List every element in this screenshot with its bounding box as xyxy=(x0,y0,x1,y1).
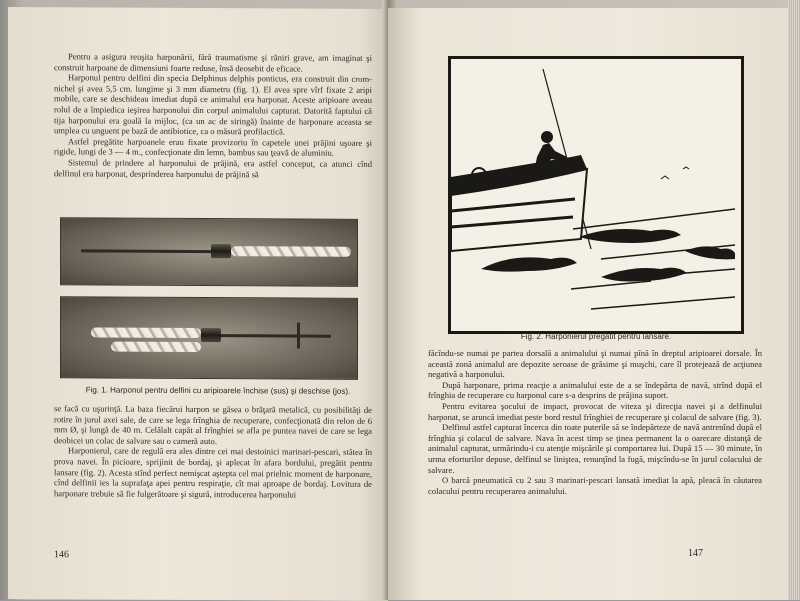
page-edges xyxy=(788,0,800,600)
figure-2-illustration xyxy=(448,56,744,334)
left-page-bottom-text xyxy=(54,403,372,500)
harpoon-shaft xyxy=(81,249,211,253)
harpoon-ferrule xyxy=(201,328,221,342)
left-page xyxy=(8,7,388,601)
harpoon-wing xyxy=(297,323,300,349)
page-number-left: 146 xyxy=(54,549,69,561)
paragraph: Harponul pentru delfini din specia Delphinus delphis ponticus, era construit din crom-nichel şi avea 5,5 cm. lungime şi 3 mm diametru (fig. 1). El avea spre vîrf fixate 2 aripi mobile, care se deschideau imediat după ce animalul era harponat. Aceste aripioare aveau rolul de a împiedica ieşirea harponului din corpul animalului capturat. Datorită faptului că tija harponului era goală la mijloc, (ca un ac de siringă) înainte de harponare aceasta se umplea cu unguent pe bază de antibiotice, ca o măsură profilactică. xyxy=(54,72,372,137)
paragraph: se facă cu uşurinţă. La baza fiecărui harpon se găsea o brăţară metalică, cu posibilităţi de rotire în jurul axei sale, de care se lega frînghia de recuperare, confecţionată din relon de 6 mm Ø, şi lungă de 40 m. Celălalt capăt al frînghiei se afla pe puntea navei de care se lega deobicei un colac de salvare sau o cameră auto. xyxy=(54,403,372,446)
paragraph: Pentru a asigura reuşita harponării, fără traumatisme şi răniri grave, am imaginat şi construit harpoane de dimensiuni foarte reduse, însă deosebit de eficace. xyxy=(54,51,372,74)
paragraph: Astfel pregătite harpoanele erau fixate provizoriu în capetele unei prăjini uşoare şi rigide, lungi de 3 — 4 m., confecţionate din lemn, bambus sau ţeavă de aluminiu. xyxy=(54,136,372,159)
paragraph: Harponierul, care de regulă era ales dintre cei mai destoinici marinari-pescari, stătea în prova navei. În picioare, sprijinit de bordaj, şi aplecat în afara bordului, pregătit pentru lansare (fig. 2). Acesta stînd perfect nemişcat aştepta cel mai prielnic moment de harponare, cînd delfinii ies la suprafaţa apei pentru respiraţie, cît mai aproape de bordaj. Lovitura de harponare trebuie să fie fulgerătoare şi sigură, introducerea harponului xyxy=(54,445,372,500)
harpoon-photo-closed xyxy=(60,217,358,287)
paragraph: făcîndu-se numai pe partea dorsală a animalului şi numai pînă în dreptul aripioarei dorsale. În această zonă animalul are depozite seroase de grăsime şi muşchi, care îl protejează de acţiunea negativă a harponului. xyxy=(428,348,762,380)
paragraph: O barcă pneumatică cu 2 sau 3 marinari-pescari lansată imediat la apă, pleacă în căutarea colacului pentru recuperarea animalului. xyxy=(428,475,762,496)
figure-1-caption: Fig. 1. Harponul pentru delfini cu aripioarele închise (sus) şi deschise (jos). xyxy=(85,385,351,396)
figure-2-caption: Fig. 2. Harponierul pregătit pentru lansare. xyxy=(520,332,672,341)
right-page-text xyxy=(428,348,762,496)
harpooner-drawing xyxy=(451,59,735,325)
right-page xyxy=(388,8,788,600)
harpoon-shaft xyxy=(221,334,331,338)
harpoon-ferrule xyxy=(211,244,231,258)
left-page-top-text xyxy=(54,51,372,180)
harpoon-photo-open xyxy=(60,296,358,380)
paragraph: Delfinul astfel capturat încerca din toate puterile să se îndepărteze de navă antrenînd după el frînghia şi colacul de salvare. Nava în acest timp se ţinea permanent la o oarecare distanţă de animalul capturat, urmărindu-i cu atenţie mişcările şi comportarea lui. După 15 — 30 minute, în urma eforturilor depuse, delfinul se liniştea, renunţînd la fugă, mişcîndu-se în jurul colacului de salvare. xyxy=(428,422,762,475)
paragraph: Sistemul de prindere al harponului de prăjină, era astfel conceput, ca atunci cînd delfinul era harponat, desprinderea harponului de prăjină să xyxy=(54,157,372,179)
rope xyxy=(111,342,201,352)
page-number-right: 147 xyxy=(688,548,703,559)
paragraph: Pentru evitarea şocului de impact, provocat de viteza şi direcţia navei şi a delfinului harponat, se aruncă imediat peste bord restul frînghiei de recuperare şi colacul de salvare (fig. 3). xyxy=(428,400,762,422)
rope xyxy=(231,246,351,257)
paragraph: După harponare, prima reacţie a animalului este de a se îndepărta de navă, strînd după el frînghia de recuperare cu harponul care s-a desprins de prăjina suport. xyxy=(428,379,762,401)
rope xyxy=(91,327,201,338)
